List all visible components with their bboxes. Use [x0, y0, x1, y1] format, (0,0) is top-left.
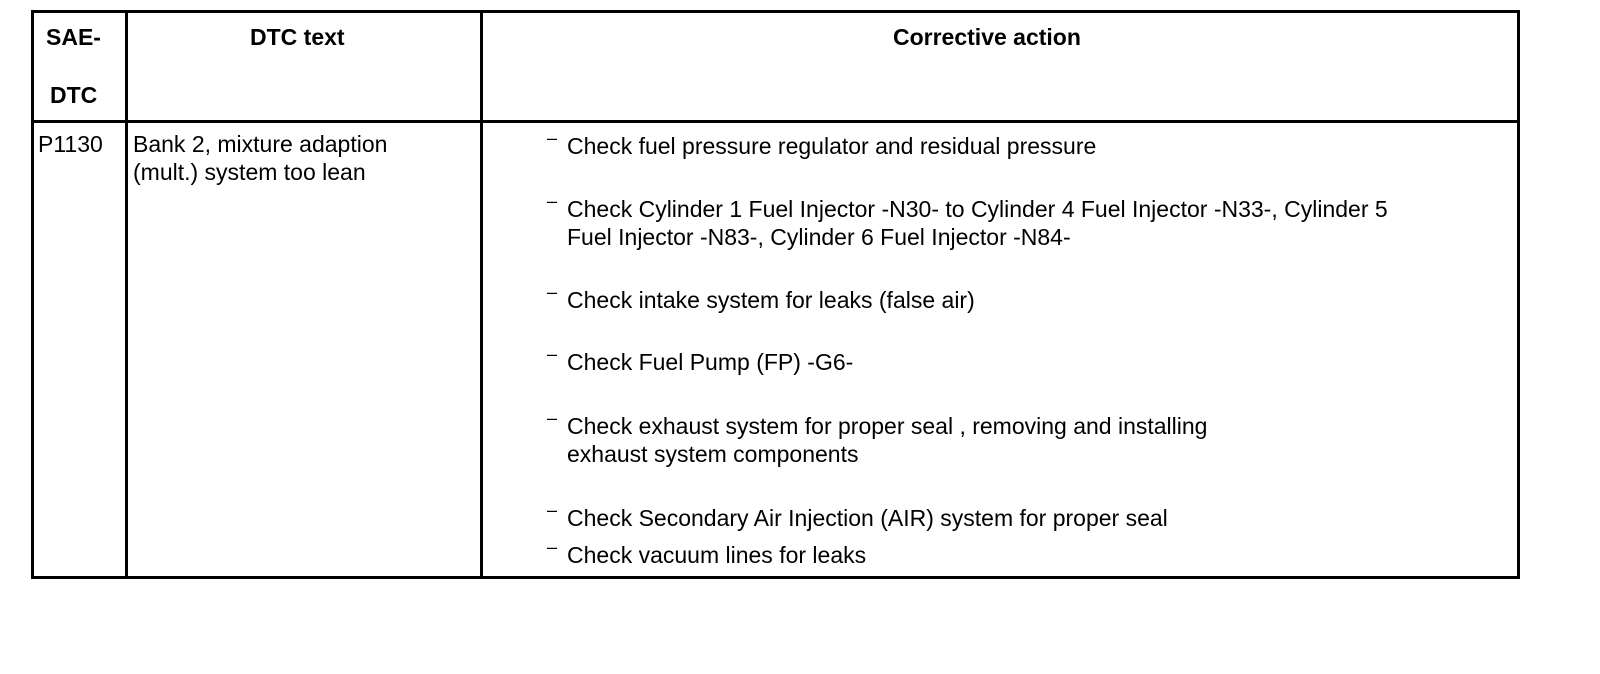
dash-bullet: – — [547, 408, 558, 428]
dash-bullet: – — [547, 191, 558, 211]
header-dtc-text: DTC text — [250, 24, 345, 50]
action-line: Check exhaust system for proper seal , removing and installing — [567, 413, 1208, 439]
corrective-action-item — [547, 500, 1507, 532]
column-divider-1 — [125, 13, 128, 576]
action-line: Fuel Injector -N83-, Cylinder 6 Fuel Injector -N84- — [567, 224, 1071, 250]
action-text — [567, 348, 1507, 376]
action-line: Check Secondary Air Injection (AIR) system for proper seal — [567, 505, 1168, 531]
action-text — [567, 286, 1507, 314]
dtc-description — [133, 130, 387, 186]
action-text — [567, 412, 1507, 468]
corrective-action-item — [547, 408, 1507, 468]
action-line: Check Fuel Pump (FP) -G6- — [567, 349, 854, 375]
column-divider-2 — [480, 13, 483, 576]
dash-bullet: – — [547, 344, 558, 364]
action-line: exhaust system components — [567, 441, 859, 467]
corrective-action-item — [547, 128, 1507, 160]
dash-bullet: – — [547, 282, 558, 302]
dtc-description-line2: (mult.) system too lean — [133, 159, 366, 185]
corrective-action-item — [547, 344, 1507, 376]
dtc-description-line1: Bank 2, mixture adaption — [133, 131, 388, 157]
action-text — [567, 504, 1507, 532]
dtc-code: P1130 — [38, 131, 103, 157]
corrective-action-item — [547, 282, 1507, 314]
action-text — [567, 195, 1507, 251]
header-dtc: DTC — [50, 82, 98, 108]
action-line: Check intake system for leaks (false air) — [567, 287, 975, 313]
dash-bullet: – — [547, 537, 558, 557]
action-line: Check Cylinder 1 Fuel Injector -N30- to Cylinder 4 Fuel Injector -N33-, Cylinder 5 — [567, 196, 1388, 222]
corrective-action-item — [547, 537, 1507, 569]
header-sae: SAE- — [46, 24, 101, 50]
header-corrective-action: Corrective action — [893, 24, 1081, 50]
action-line: Check vacuum lines for leaks — [567, 542, 867, 568]
action-line: Check fuel pressure regulator and residual pressure — [567, 133, 1097, 159]
action-text — [567, 132, 1507, 160]
action-text — [567, 541, 1507, 569]
dash-bullet: – — [547, 128, 558, 148]
corrective-action-item — [547, 191, 1507, 251]
header-divider — [34, 120, 1517, 123]
dash-bullet: – — [547, 500, 558, 520]
